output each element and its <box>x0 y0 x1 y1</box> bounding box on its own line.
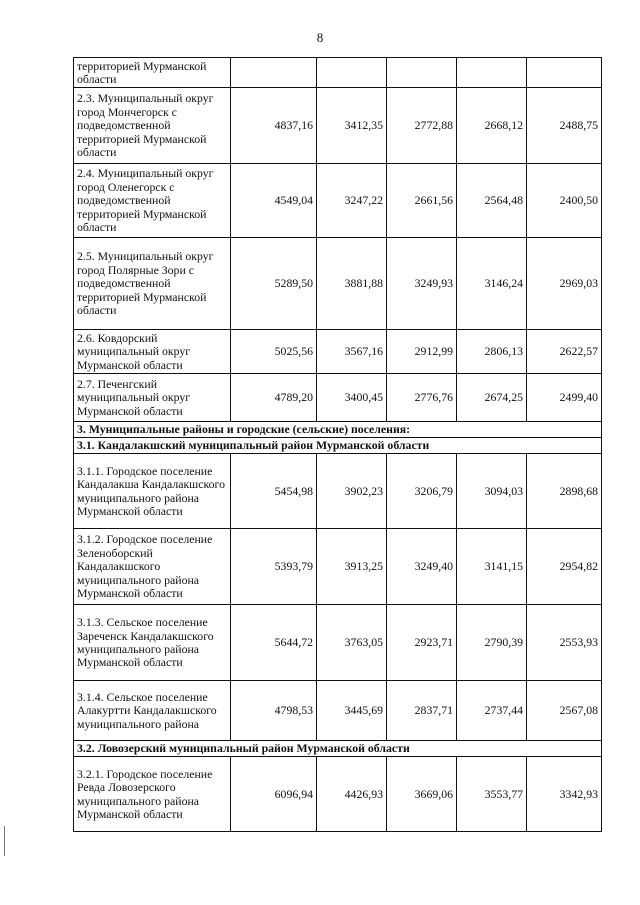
value-cell-4: 3553,77 <box>457 757 527 832</box>
value-cell-2: 3567,16 <box>317 330 387 374</box>
value-cell-4: 2790,39 <box>457 605 527 681</box>
section-header-row <box>74 741 602 757</box>
section-header-row <box>74 438 602 454</box>
value-cell-4: 3141,15 <box>457 529 527 605</box>
value-cell-4: 2737,44 <box>457 681 527 741</box>
value-cell-1: 4789,20 <box>231 374 317 422</box>
value-cell-1: 4549,04 <box>231 164 317 238</box>
value-cell-4: 2564,48 <box>457 164 527 238</box>
value-cell-3: 3249,93 <box>387 238 457 330</box>
value-cell-5: 2898,68 <box>527 454 602 529</box>
value-cell-5: 2499,40 <box>527 374 602 422</box>
municipality-name: 2.6. Ковдорский муниципальный округ Мурманской области <box>74 330 231 374</box>
page-number: 8 <box>316 30 324 45</box>
table-row <box>74 88 602 164</box>
value-cell-2 <box>317 58 387 88</box>
value-cell-4: 2806,13 <box>457 330 527 374</box>
value-cell-4: 3094,03 <box>457 454 527 529</box>
value-cell-5: 2622,57 <box>527 330 602 374</box>
value-cell-1: 4798,53 <box>231 681 317 741</box>
value-cell-3: 2661,56 <box>387 164 457 238</box>
municipality-name: территорией Мурманской области <box>74 58 231 88</box>
value-cell-3 <box>387 58 457 88</box>
value-cell-2: 3881,88 <box>317 238 387 330</box>
value-cell-3: 2923,71 <box>387 605 457 681</box>
value-cell-1 <box>231 58 317 88</box>
value-cell-5: 2567,08 <box>527 681 602 741</box>
municipality-name: 2.3. Муниципальный округ город Мончегорск с подведомственной территорией Мурманской области <box>74 88 231 164</box>
value-cell-1: 5025,56 <box>231 330 317 374</box>
municipality-name: 2.5. Муниципальный округ город Полярные Зори с подведомственной территорией Мурманской области <box>74 238 231 330</box>
value-cell-5: 2969,03 <box>527 238 602 330</box>
value-cell-2: 3902,23 <box>317 454 387 529</box>
value-cell-1: 5393,79 <box>231 529 317 605</box>
table-row <box>74 757 602 832</box>
section-title: 3.1. Кандалакшский муниципальный район Мурманской области <box>74 438 602 454</box>
value-cell-1: 4837,16 <box>231 88 317 164</box>
value-cell-3: 2912,99 <box>387 330 457 374</box>
value-cell-5: 2400,50 <box>527 164 602 238</box>
value-cell-5: 2488,75 <box>527 88 602 164</box>
value-cell-2: 4426,93 <box>317 757 387 832</box>
table-row <box>74 58 602 88</box>
value-cell-2: 3247,22 <box>317 164 387 238</box>
value-cell-3: 3669,06 <box>387 757 457 832</box>
value-cell-5: 3342,93 <box>527 757 602 832</box>
scan-artifact <box>4 826 5 856</box>
municipality-name: 2.4. Муниципальный округ город Оленегорск с подведомственной территорией Мурманской области <box>74 164 231 238</box>
value-cell-2: 3445,69 <box>317 681 387 741</box>
table-row <box>74 454 602 529</box>
municipality-name: 3.1.4. Сельское поселение Алакуртти Кандалакшского муниципального района <box>74 681 231 741</box>
table-row <box>74 238 602 330</box>
value-cell-3: 2772,88 <box>387 88 457 164</box>
value-cell-2: 3913,25 <box>317 529 387 605</box>
table-row <box>74 374 602 422</box>
value-cell-3: 3206,79 <box>387 454 457 529</box>
section-title: 3. Муниципальные районы и городские (сельские) поселения: <box>74 422 602 438</box>
value-cell-2: 3400,45 <box>317 374 387 422</box>
value-cell-4 <box>457 58 527 88</box>
table-row <box>74 164 602 238</box>
section-title: 3.2. Ловозерский муниципальный район Мурманской области <box>74 741 602 757</box>
value-cell-1: 6096,94 <box>231 757 317 832</box>
value-cell-2: 3763,05 <box>317 605 387 681</box>
value-cell-3: 2837,71 <box>387 681 457 741</box>
value-cell-5 <box>527 58 602 88</box>
value-cell-1: 5454,98 <box>231 454 317 529</box>
value-cell-4: 2674,25 <box>457 374 527 422</box>
value-cell-5: 2553,93 <box>527 605 602 681</box>
section-header-row <box>74 422 602 438</box>
municipality-name: 2.7. Печенгский муниципальный округ Мурманской области <box>74 374 231 422</box>
municipality-name: 3.1.1. Городское поселение Кандалакша Кандалакшского муниципального района Мурманской области <box>74 454 231 529</box>
value-cell-4: 2668,12 <box>457 88 527 164</box>
value-cell-4: 3146,24 <box>457 238 527 330</box>
table-row <box>74 529 602 605</box>
municipality-name: 3.1.2. Городское поселение Зеленоборский Кандалакшского муниципального района Мурманской области <box>74 529 231 605</box>
municipality-name: 3.1.3. Сельское поселение Зареченск Кандалакшского муниципального района Мурманской области <box>74 605 231 681</box>
value-cell-5: 2954,82 <box>527 529 602 605</box>
value-cell-3: 2776,76 <box>387 374 457 422</box>
table-row <box>74 605 602 681</box>
tariff-table <box>73 57 602 832</box>
table-body <box>74 58 602 832</box>
table-row <box>74 330 602 374</box>
table-row <box>74 681 602 741</box>
value-cell-1: 5644,72 <box>231 605 317 681</box>
value-cell-3: 3249,40 <box>387 529 457 605</box>
value-cell-2: 3412,35 <box>317 88 387 164</box>
municipality-name: 3.2.1. Городское поселение Ревда Ловозерского муниципального района Мурманской области <box>74 757 231 832</box>
value-cell-1: 5289,50 <box>231 238 317 330</box>
